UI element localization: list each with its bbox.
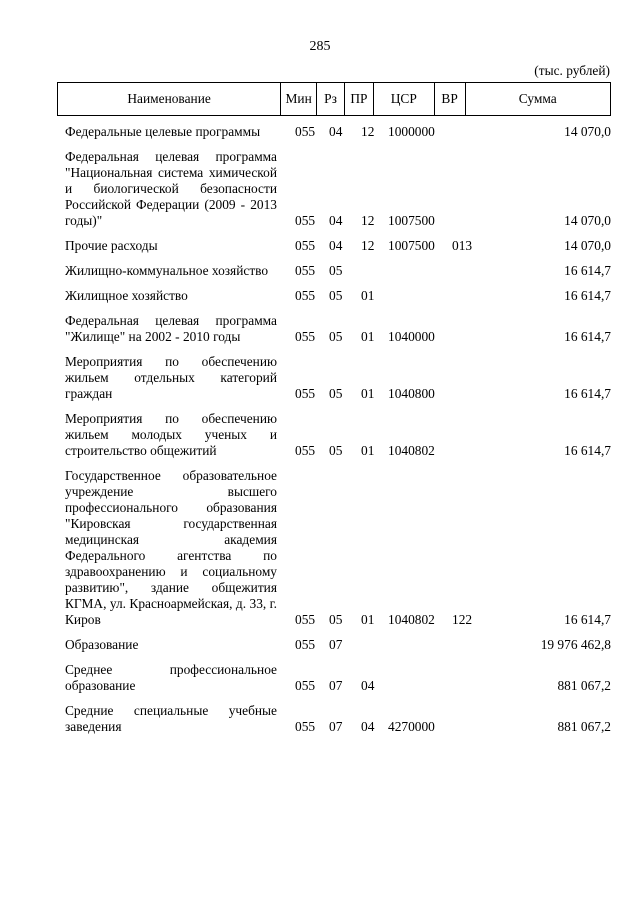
row-csr: 1040800 — [388, 386, 435, 401]
table-row — [65, 124, 611, 140]
row-rz: 05 — [329, 329, 343, 344]
table-row — [65, 354, 611, 402]
table-row — [65, 238, 611, 254]
table-row — [65, 411, 611, 459]
row-sum: 19 976 462,8 — [540, 637, 611, 652]
row-pr: 01 — [361, 612, 375, 627]
row-pr: 12 — [361, 238, 375, 253]
row-vr: 122 — [452, 612, 473, 627]
table-body — [65, 124, 611, 744]
page-number: 285 — [309, 39, 331, 54]
table-row — [65, 263, 611, 279]
row-sum: 881 067,2 — [557, 719, 611, 734]
row-name: Среднее профессиональное образование — [65, 662, 277, 693]
row-sum: 14 070,0 — [564, 124, 611, 139]
row-min: 055 — [295, 386, 316, 401]
row-sum: 16 614,7 — [564, 263, 611, 278]
row-name: Федеральная целевая программа "Жилище" на 2002 - 2010 годы — [65, 313, 277, 344]
units-label: (тыс. рублей) — [534, 63, 610, 78]
row-pr: 12 — [361, 124, 375, 139]
row-name: Жилищное хозяйство — [65, 288, 188, 303]
row-sum: 881 067,2 — [557, 678, 611, 693]
row-name: Прочие расходы — [65, 238, 158, 253]
row-name: Мероприятия по обеспечению жильем отдельных категорий граждан — [65, 354, 277, 401]
row-name: Образование — [65, 637, 139, 652]
row-pr: 04 — [361, 678, 375, 693]
row-sum: 16 614,7 — [564, 288, 611, 303]
table-row — [65, 637, 611, 653]
row-sum: 14 070,0 — [564, 238, 611, 253]
row-pr: 01 — [361, 288, 375, 303]
row-rz: 04 — [329, 213, 343, 228]
table-row — [65, 288, 611, 304]
row-sum: 16 614,7 — [564, 612, 611, 627]
row-rz: 07 — [329, 719, 343, 734]
table-row — [65, 149, 611, 229]
row-csr: 1040802 — [388, 443, 435, 458]
row-rz: 05 — [329, 288, 343, 303]
row-csr: 1040802 — [388, 612, 435, 627]
table-row — [65, 313, 611, 345]
row-name: Федеральные целевые программы — [65, 124, 261, 139]
row-pr: 12 — [361, 213, 375, 228]
row-name: Федеральная целевая программа "Национальная система химической и биологической безопасности Российской Федерации (2009 - 2013 годы)" — [65, 149, 277, 228]
row-min: 055 — [295, 124, 316, 139]
row-csr: 1040000 — [388, 329, 435, 344]
row-csr: 1007500 — [388, 238, 435, 253]
row-csr: 1000000 — [388, 124, 435, 139]
row-vr: 013 — [452, 238, 473, 253]
row-min: 055 — [295, 238, 316, 253]
row-csr: 4270000 — [388, 719, 435, 734]
row-pr: 01 — [361, 443, 375, 458]
header-name: Наименование — [58, 83, 281, 115]
row-min: 055 — [295, 443, 316, 458]
row-rz: 07 — [329, 678, 343, 693]
row-rz: 05 — [329, 386, 343, 401]
header-sum: Сумма — [518, 91, 557, 106]
row-name: Жилищно-коммунальное хозяйство — [65, 263, 269, 278]
row-sum: 14 070,0 — [564, 213, 611, 228]
row-rz: 04 — [329, 124, 343, 139]
row-rz: 04 — [329, 238, 343, 253]
table-row — [65, 468, 611, 628]
row-name: Мероприятия по обеспечению жильем молодых ученых и строительство общежитий — [65, 411, 277, 458]
header-rz: Рз — [317, 83, 345, 115]
row-min: 055 — [295, 719, 316, 734]
row-min: 055 — [295, 637, 316, 652]
row-rz: 07 — [329, 637, 343, 652]
row-pr: 04 — [361, 719, 375, 734]
header-min: Мин — [281, 83, 317, 115]
table-row — [65, 703, 611, 735]
header-vr: ВР — [435, 83, 466, 115]
row-rz: 05 — [329, 263, 343, 278]
row-sum: 16 614,7 — [564, 329, 611, 344]
row-min: 055 — [295, 263, 316, 278]
row-min: 055 — [295, 288, 316, 303]
row-name: Средние специальные учебные заведения — [65, 703, 277, 734]
row-min: 055 — [295, 213, 316, 228]
row-sum: 16 614,7 — [564, 386, 611, 401]
row-name: Государственное образовательное учреждение высшего профессионального образования "Кировская государственная медицинская академия Федерального агентства по здравоохранению и социальному развитию", здание общежития КГМА, ул. Красноармейская, д. 33, г. Киров — [65, 468, 277, 627]
table-row — [65, 662, 611, 694]
row-pr: 01 — [361, 329, 375, 344]
row-rz: 05 — [329, 612, 343, 627]
row-min: 055 — [295, 612, 316, 627]
header-pr: ПР — [345, 83, 374, 115]
row-rz: 05 — [329, 443, 343, 458]
row-pr: 01 — [361, 386, 375, 401]
row-min: 055 — [295, 678, 316, 693]
header-csr: ЦСР — [374, 83, 435, 115]
table-header — [57, 82, 611, 116]
row-sum: 16 614,7 — [564, 443, 611, 458]
row-csr: 1007500 — [388, 213, 435, 228]
row-min: 055 — [295, 329, 316, 344]
